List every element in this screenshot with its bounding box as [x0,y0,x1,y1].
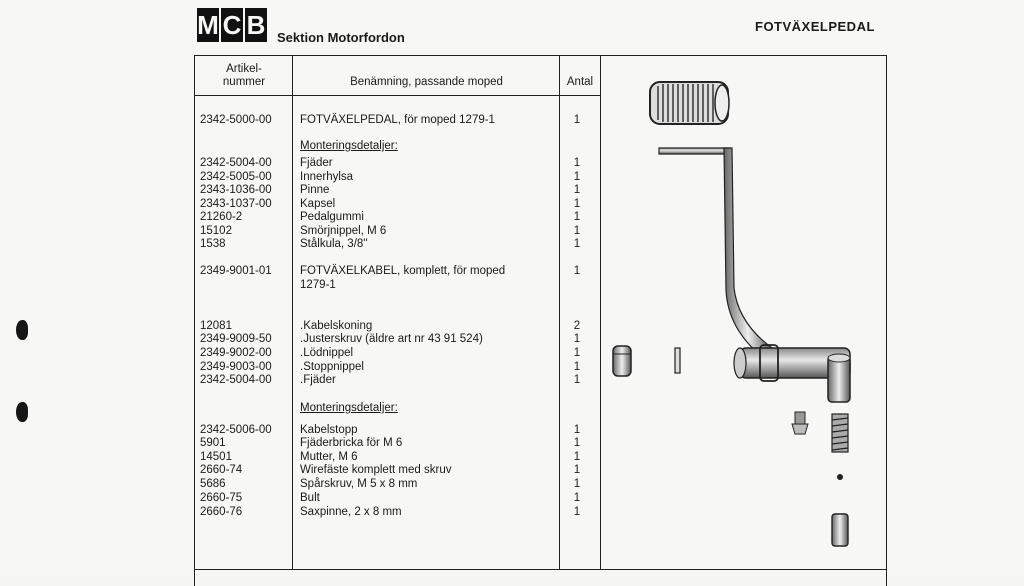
part-name: .Justerskruv (äldre art nr 43 91 524) [300,333,483,345]
quantity: 1 [573,184,581,196]
column-divider [292,55,293,570]
quantity: 1 [573,492,581,504]
column-divider [600,55,601,570]
part-name: Smörjnippel, M 6 [300,225,387,237]
header-article-number [196,63,292,89]
quantity: 1 [573,506,581,518]
steel-ball-part [837,474,843,480]
part-name: Kabelstopp [300,424,358,436]
article-number: 1538 [200,238,226,250]
article-number: 2660-75 [200,492,243,504]
quantity: 1 [573,198,581,210]
page-title: FOTVÄXELPEDAL [755,19,875,34]
part-name: Bult [300,492,320,504]
binder-hole-top [16,320,28,340]
quantity: 1 [573,347,581,359]
header-article-line2: nummer [222,76,266,88]
header-quantity: Antal [566,76,594,88]
quantity: 1 [573,451,581,463]
header-name: Benämning, passande moped [350,76,503,88]
pedal-rubber [650,82,729,124]
quantity: 1 [573,437,581,449]
quantity: 1 [573,171,581,183]
article-number: 15102 [200,225,232,237]
quantity: 1 [573,361,581,373]
pin-part [675,348,680,373]
quantity: 1 [573,374,581,386]
part-name: Pedalgummi [300,211,364,223]
quantity: 1 [573,464,581,476]
part-name: .Lödnippel [300,347,354,359]
article-number: 2349-9002-00 [200,347,272,359]
article-number: 2343-1036-00 [200,184,272,196]
part-name: Wirefäste komplett med skruv [300,464,452,476]
sleeve-part [832,514,848,546]
article-number: 2349-9009-50 [200,333,272,345]
part-name: Saxpinne, 2 x 8 mm [300,506,402,518]
part-name: Mutter, M 6 [300,451,358,463]
part-name: Spårskruv, M 5 x 8 mm [300,478,418,490]
column-divider [559,55,560,570]
section-title: Sektion Motorfordon [277,30,405,45]
mcb-logo [197,8,267,42]
spring-part [832,414,848,452]
part-name: Fjäder [300,157,333,169]
quantity: 1 [573,238,581,250]
part-name: Kapsel [300,198,336,210]
gear-pedal-lever [659,148,850,402]
subsection-heading: Monteringsdetaljer: [300,140,398,152]
header-divider [194,95,600,96]
article-number: 2660-74 [200,464,243,476]
quantity: 1 [573,225,581,237]
part-name: Fjäderbricka för M 6 [300,437,403,449]
part-name-continued: 1279-1 [300,279,336,291]
article-number: 2349-9001-01 [200,265,272,277]
article-number: 2349-9003-00 [200,361,272,373]
article-number: 14501 [200,451,232,463]
part-name: Stålkula, 3/8'' [300,238,368,250]
article-number: 21260-2 [200,211,243,223]
article-number: 2342-5004-00 [200,374,272,386]
quantity: 1 [573,478,581,490]
article-number: 2660-76 [200,506,243,518]
nut-part [613,346,631,376]
quantity: 1 [573,424,581,436]
part-name: Pinne [300,184,330,196]
quantity: 1 [573,114,581,126]
article-number: 2342-5000-00 [200,114,272,126]
part-name: FOTVÄXELKABEL, komplett, för moped [300,265,506,277]
article-number: 5686 [200,478,226,490]
grease-nipple-part [792,412,808,434]
header-article-line1: Artikel- [226,63,262,75]
article-number: 2343-1037-00 [200,198,272,210]
bottom-divider [194,569,886,570]
part-name: .Fjäder [300,374,336,386]
article-number: 2342-5006-00 [200,424,272,436]
quantity: 1 [573,333,581,345]
article-number: 2342-5004-00 [200,157,272,169]
logo-letter: C [222,10,242,40]
article-number: 12081 [200,320,232,332]
part-name: Innerhylsa [300,171,354,183]
article-number: 5901 [200,437,226,449]
quantity: 1 [573,211,581,223]
quantity: 1 [573,157,581,169]
part-name: FOTVÄXELPEDAL, för moped 1279-1 [300,114,495,126]
part-name: .Stoppnippel [300,361,364,373]
quantity: 2 [573,320,581,332]
logo-letter: M [197,10,219,40]
article-number: 2342-5005-00 [200,171,272,183]
logo-letter: B [246,10,266,40]
subsection-heading: Monteringsdetaljer: [300,402,398,414]
part-name: .Kabelskoning [300,320,373,332]
quantity: 1 [573,265,581,277]
binder-hole-bottom [16,402,28,422]
parts-illustration [602,58,884,558]
